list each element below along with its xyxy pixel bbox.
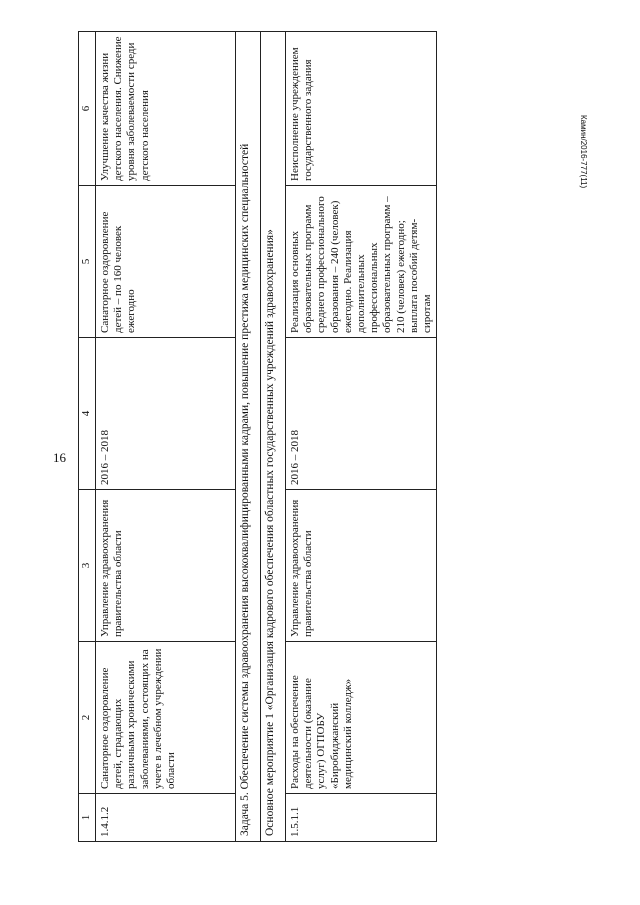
period: 2016 – 2018 [96, 338, 236, 490]
expected-result: Реализация основных образовательных программ среднего профессионального образования – 240 (человек) ежегодно. Реализация дополнительных профессиональных образовательных программ – 210 (человек) ежегодно; выплата пособий детям-сиротам [286, 186, 437, 338]
header-row [79, 32, 96, 842]
header-cell: 5 [79, 186, 96, 338]
header-cell: 2 [79, 642, 96, 794]
expected-result: Санаторное оздоровление детей – по 160 человек ежегодно [96, 186, 236, 338]
measure-name: Расходы на обеспечение деятельности (оказание услуг) ОГПОБУ «Биробиджанский медицинский колледж» [286, 642, 437, 794]
measure-title: Основное мероприятие 1 «Организация кадрового обеспечения областных государственных учреждений здравоохранения» [261, 32, 286, 842]
row-number: 1.5.1.1 [286, 794, 437, 842]
table-row [96, 32, 236, 842]
header-cell: 4 [79, 338, 96, 490]
program-table [78, 31, 437, 842]
header-cell: 6 [79, 32, 96, 186]
measure-name: Санаторное оздоровление детей, страдающих различными хроническими заболеваниями, состоящих на учете в лечебном учреждении области [96, 642, 236, 794]
row-number: 1.4.1.2 [96, 794, 236, 842]
period: 2016 – 2018 [286, 338, 437, 490]
executor: Управление здравоохранения правительства области [96, 490, 236, 642]
task-row [236, 32, 261, 842]
consequence: Улучшение качества жизни детского населения. Снижение уровня заболеваемости среди детского населения [96, 32, 236, 186]
task-title: Задача 5. Обеспечение системы здравоохранения высококвалифицированными кадрами, повышение престижа медицинских специальностей [236, 32, 261, 842]
header-cell: 1 [79, 794, 96, 842]
header-cell: 3 [79, 490, 96, 642]
document-stamp: Камин/2016-777(11) [579, 115, 588, 189]
page-number: 16 [53, 450, 66, 465]
table-row [286, 32, 437, 842]
executor: Управление здравоохранения правительства области [286, 490, 437, 642]
measure-row [261, 32, 286, 842]
rotated-table-sheet [78, 32, 433, 842]
consequence: Неисполнение учреждением государственного задания [286, 32, 437, 186]
